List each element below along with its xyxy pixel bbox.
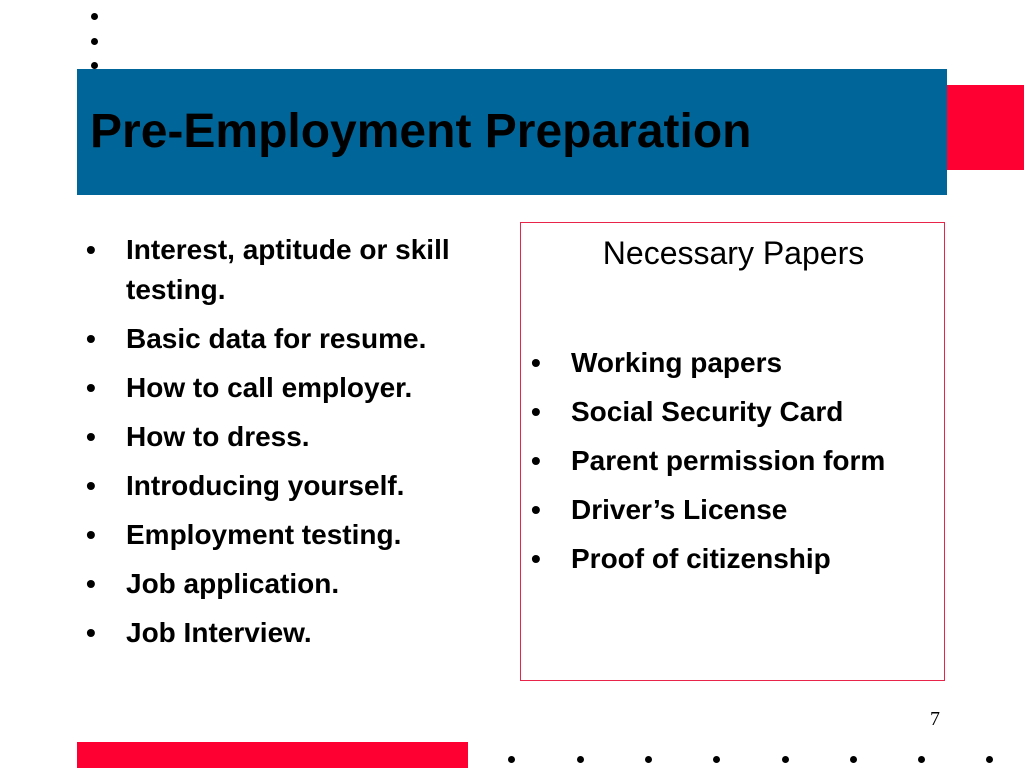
list-item xyxy=(531,490,931,530)
decorative-dot xyxy=(713,756,720,763)
bullet-icon: • xyxy=(531,347,541,378)
necessary-papers-list xyxy=(531,343,931,588)
list-item-text: Interest, aptitude or skill testing. xyxy=(126,234,450,305)
red-accent-bar-bottom xyxy=(77,742,468,768)
bullet-icon: • xyxy=(86,617,96,648)
list-item-text: Social Security Card xyxy=(571,396,844,427)
list-item-text: Job Interview. xyxy=(126,617,312,648)
list-item xyxy=(86,417,511,457)
list-item xyxy=(86,515,511,555)
bullet-icon: • xyxy=(86,323,96,354)
list-item-text: How to call employer. xyxy=(126,372,413,403)
decorative-dot xyxy=(850,756,857,763)
decorative-dot xyxy=(986,756,993,763)
list-item-text: Introducing yourself. xyxy=(126,470,405,501)
list-item xyxy=(86,613,511,653)
decorative-dot xyxy=(508,756,515,763)
bullet-icon: • xyxy=(86,234,96,265)
bullet-icon: • xyxy=(531,494,541,525)
list-item xyxy=(531,392,931,432)
list-item xyxy=(86,368,511,408)
page-number: 7 xyxy=(930,708,940,730)
list-item-text: Proof of citizenship xyxy=(571,543,831,574)
list-item-text: How to dress. xyxy=(126,421,310,452)
decorative-dot xyxy=(91,62,98,69)
list-item-text: Working papers xyxy=(571,347,783,378)
decorative-dot xyxy=(782,756,789,763)
decorative-dot xyxy=(91,38,98,45)
decorative-dot xyxy=(645,756,652,763)
list-item xyxy=(531,539,931,579)
list-item-text: Job application. xyxy=(126,568,340,599)
decorative-dot xyxy=(91,13,98,20)
list-item xyxy=(86,564,511,604)
list-item xyxy=(86,466,511,506)
bullet-icon: • xyxy=(86,568,96,599)
list-item-text: Driver’s License xyxy=(571,494,788,525)
list-item-text: Employment testing. xyxy=(126,519,402,550)
bullet-icon: • xyxy=(531,445,541,476)
list-item xyxy=(86,230,511,310)
slide-title: Pre-Employment Preparation xyxy=(90,105,752,158)
bullet-icon: • xyxy=(86,519,96,550)
bullet-icon: • xyxy=(86,470,96,501)
bullet-icon: • xyxy=(531,543,541,574)
list-item xyxy=(531,343,931,383)
list-item-text: Basic data for resume. xyxy=(126,323,427,354)
preparation-list xyxy=(86,230,511,662)
necessary-papers-heading: Necessary Papers xyxy=(602,235,865,271)
list-item xyxy=(531,441,931,481)
red-accent-bar-right xyxy=(947,85,1024,170)
bullet-icon: • xyxy=(86,421,96,452)
list-item-text: Parent permission form xyxy=(571,445,886,476)
decorative-dot xyxy=(918,756,925,763)
decorative-dot xyxy=(577,756,584,763)
list-item xyxy=(86,319,511,359)
bullet-icon: • xyxy=(86,372,96,403)
bullet-icon: • xyxy=(531,396,541,427)
